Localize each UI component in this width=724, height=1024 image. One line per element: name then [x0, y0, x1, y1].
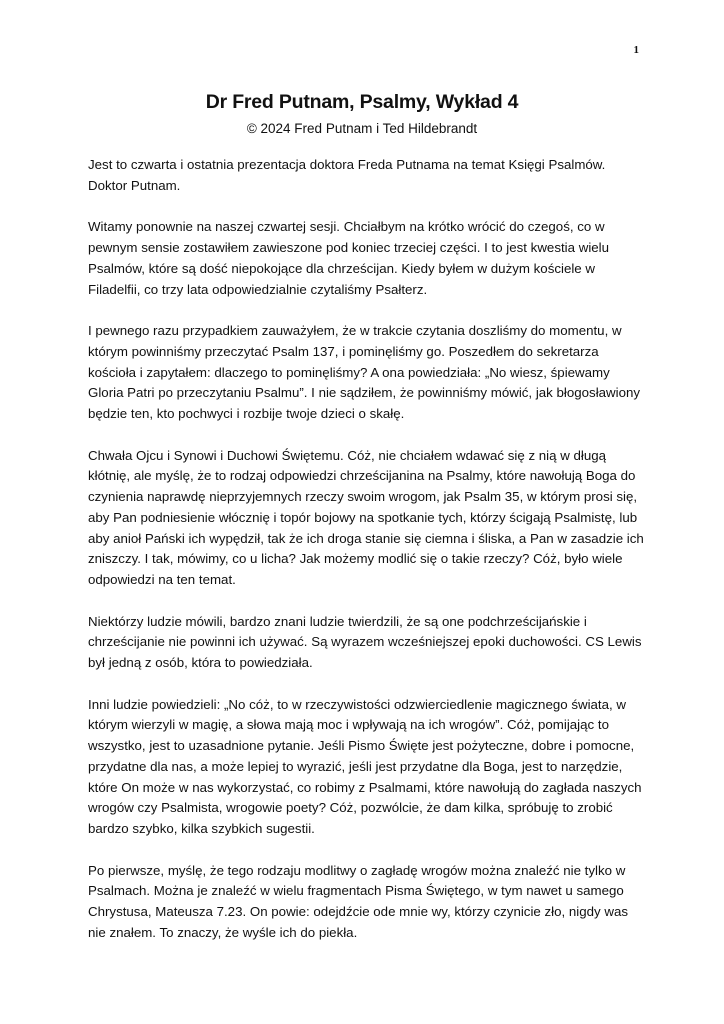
paragraph: Inni ludzie powiedzieli: „No cóż, to w rzeczywistości odzwierciedlenie magicznego świata, w którym wierzyli w magię, a słowa mają moc i wpływają na ich wrogów”. Cóż, pomijając to wszystko, jest to uzasadnione pytanie. Jeśli Pismo Święte jest pożyteczne, dobre i pomocne, przydatne dla nas, a może lepiej to wyrazić, jeśli jest przydatne dla Boga, jest to narzędzie, które On może w nas wykorzystać, co robimy z Psalmami, które nawołują do zagłada naszych wrogów czy Psalmista, wrogowie poety? Cóż, pozwólcie, że dam kilka, spróbuję to zrobić bardzo szybko, kilka szybkich sugestii.: [88, 696, 642, 836]
paragraph: I pewnego razu przypadkiem zauważyłem, że w trakcie czytania doszliśmy do momentu, w którym powinniśmy przeczytać Psalm 137, i pominęliśmy go. Poszedłem do sekretarza kościoła i zapytałem: dlaczego to pominęliśmy? A ona powiedziała: „No wiesz, śpiewamy Gloria Patri po przeczytaniu Psalmu”. I nie sądziłem, że powinniśmy mówić, jak błogosławiony będzie ten, kto pochwyci i rozbije twoje dzieci o skałę.: [88, 323, 641, 422]
body-text: [88, 155, 648, 965]
paragraph: Po pierwsze, myślę, że tego rodzaju modlitwy o zagładę wrogów można znaleźć nie tylko w Psalmach. Można je znaleźć w wielu fragmentach Pisma Świętego, w tym nawet u samego Chrystusa, Mateusza 7.23. On powie: odejdźcie ode mnie wy, którzy czynicie zło, nigdy was nie znałem. To znaczy, że wyśle ich do piekła.: [88, 862, 628, 940]
paragraph: Witamy ponownie na naszej czwartej sesji. Chciałbym na krótko wrócić do czegoś, co w pewnym sensie zostawiłem zawieszone pod koniec trzeciej części. I to jest kwestia wielu Psalmów, które są dość niepokojące dla chrześcijan. Kiedy byłem w dużym kościele w Filadelfii, co trzy lata odpowiedzialnie czytaliśmy Psałterz.: [88, 219, 610, 297]
paragraph: Chwała Ojcu i Synowi i Duchowi Świętemu. Cóż, nie chciałem wdawać się z nią w długą kłótnię, ale myślę, że to rodzaj odpowiedzi chrześcijanina na Psalmy, które nawołują Boga do czynienia naprawdę nieprzyjemnych rzeczy swoim wrogom, jak Psalm 35, w którym prosi się, aby Pan podniesienie włócznię i topór bojowy na spotkanie tych, którzy ścigają Psalmistę, lub aby anioł Pański ich wypędził, tak że ich droga stanie się ciemna i śliska, a Pan w zasadzie ich zniszczy. I tak, mówimy, co u licha? Jak możemy modlić się o takie rzeczy? Cóż, było wiele odpowiedzi na ten temat.: [88, 447, 644, 587]
document-title: Dr Fred Putnam, Psalmy, Wykład 4: [205, 91, 519, 113]
page-number: 1: [633, 44, 639, 56]
paragraph: Niektórzy ludzie mówili, bardzo znani ludzie twierdzili, że są one podchrześcijańskie i chrześcijanie nie powinni ich używać. Są wyrazem wcześniejszej epoki duchowości. CS Lewis był jedną z osób, która to powiedziała.: [88, 613, 642, 671]
paragraph: Jest to czwarta i ostatnia prezentacja doktora Freda Putnama na temat Księgi Psalmów. Doktor Putnam.: [88, 157, 606, 193]
copyright-line: © 2024 Fred Putnam i Ted Hildebrandt: [246, 121, 478, 136]
